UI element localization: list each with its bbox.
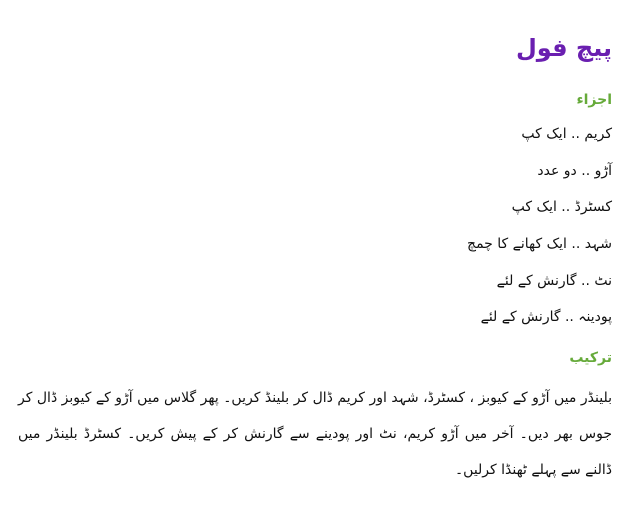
ingredient-item: شہد .. ایک کھانے کا چمچ [467,236,612,253]
ingredients-heading: اجزاء [576,92,612,108]
method-heading: ترکیب [569,350,612,366]
ingredients-list [467,122,612,342]
ingredient-item: نٹ .. گارنش کے لئے [496,272,612,289]
ingredient-item: آڑو .. دو عدد [537,162,612,179]
method-paragraph: بلینڈر میں آڑو کے کیوبز ، کسٹرڈ، شہد اور کریم ڈال کر بلینڈ کریں۔ پھر گلاس میں آڑو کے کیوبز ڈال کر جوس بھر دیں۔ آخر میں آڑو کریم، نٹ اور پودینے سے گارنش کر کے پیش کریں۔ کسٹرڈ بلینڈر میں ڈالنے سے پہلے ٹھنڈا کرلیں۔ [18,390,612,478]
ingredient-item: کریم .. ایک کپ [521,126,612,142]
ingredient-item: کسٹرڈ .. ایک کپ [511,199,612,216]
ingredient-item: پودینہ .. گارنش کے لئے [480,309,612,326]
recipe-title: پیچ فول [515,34,612,62]
